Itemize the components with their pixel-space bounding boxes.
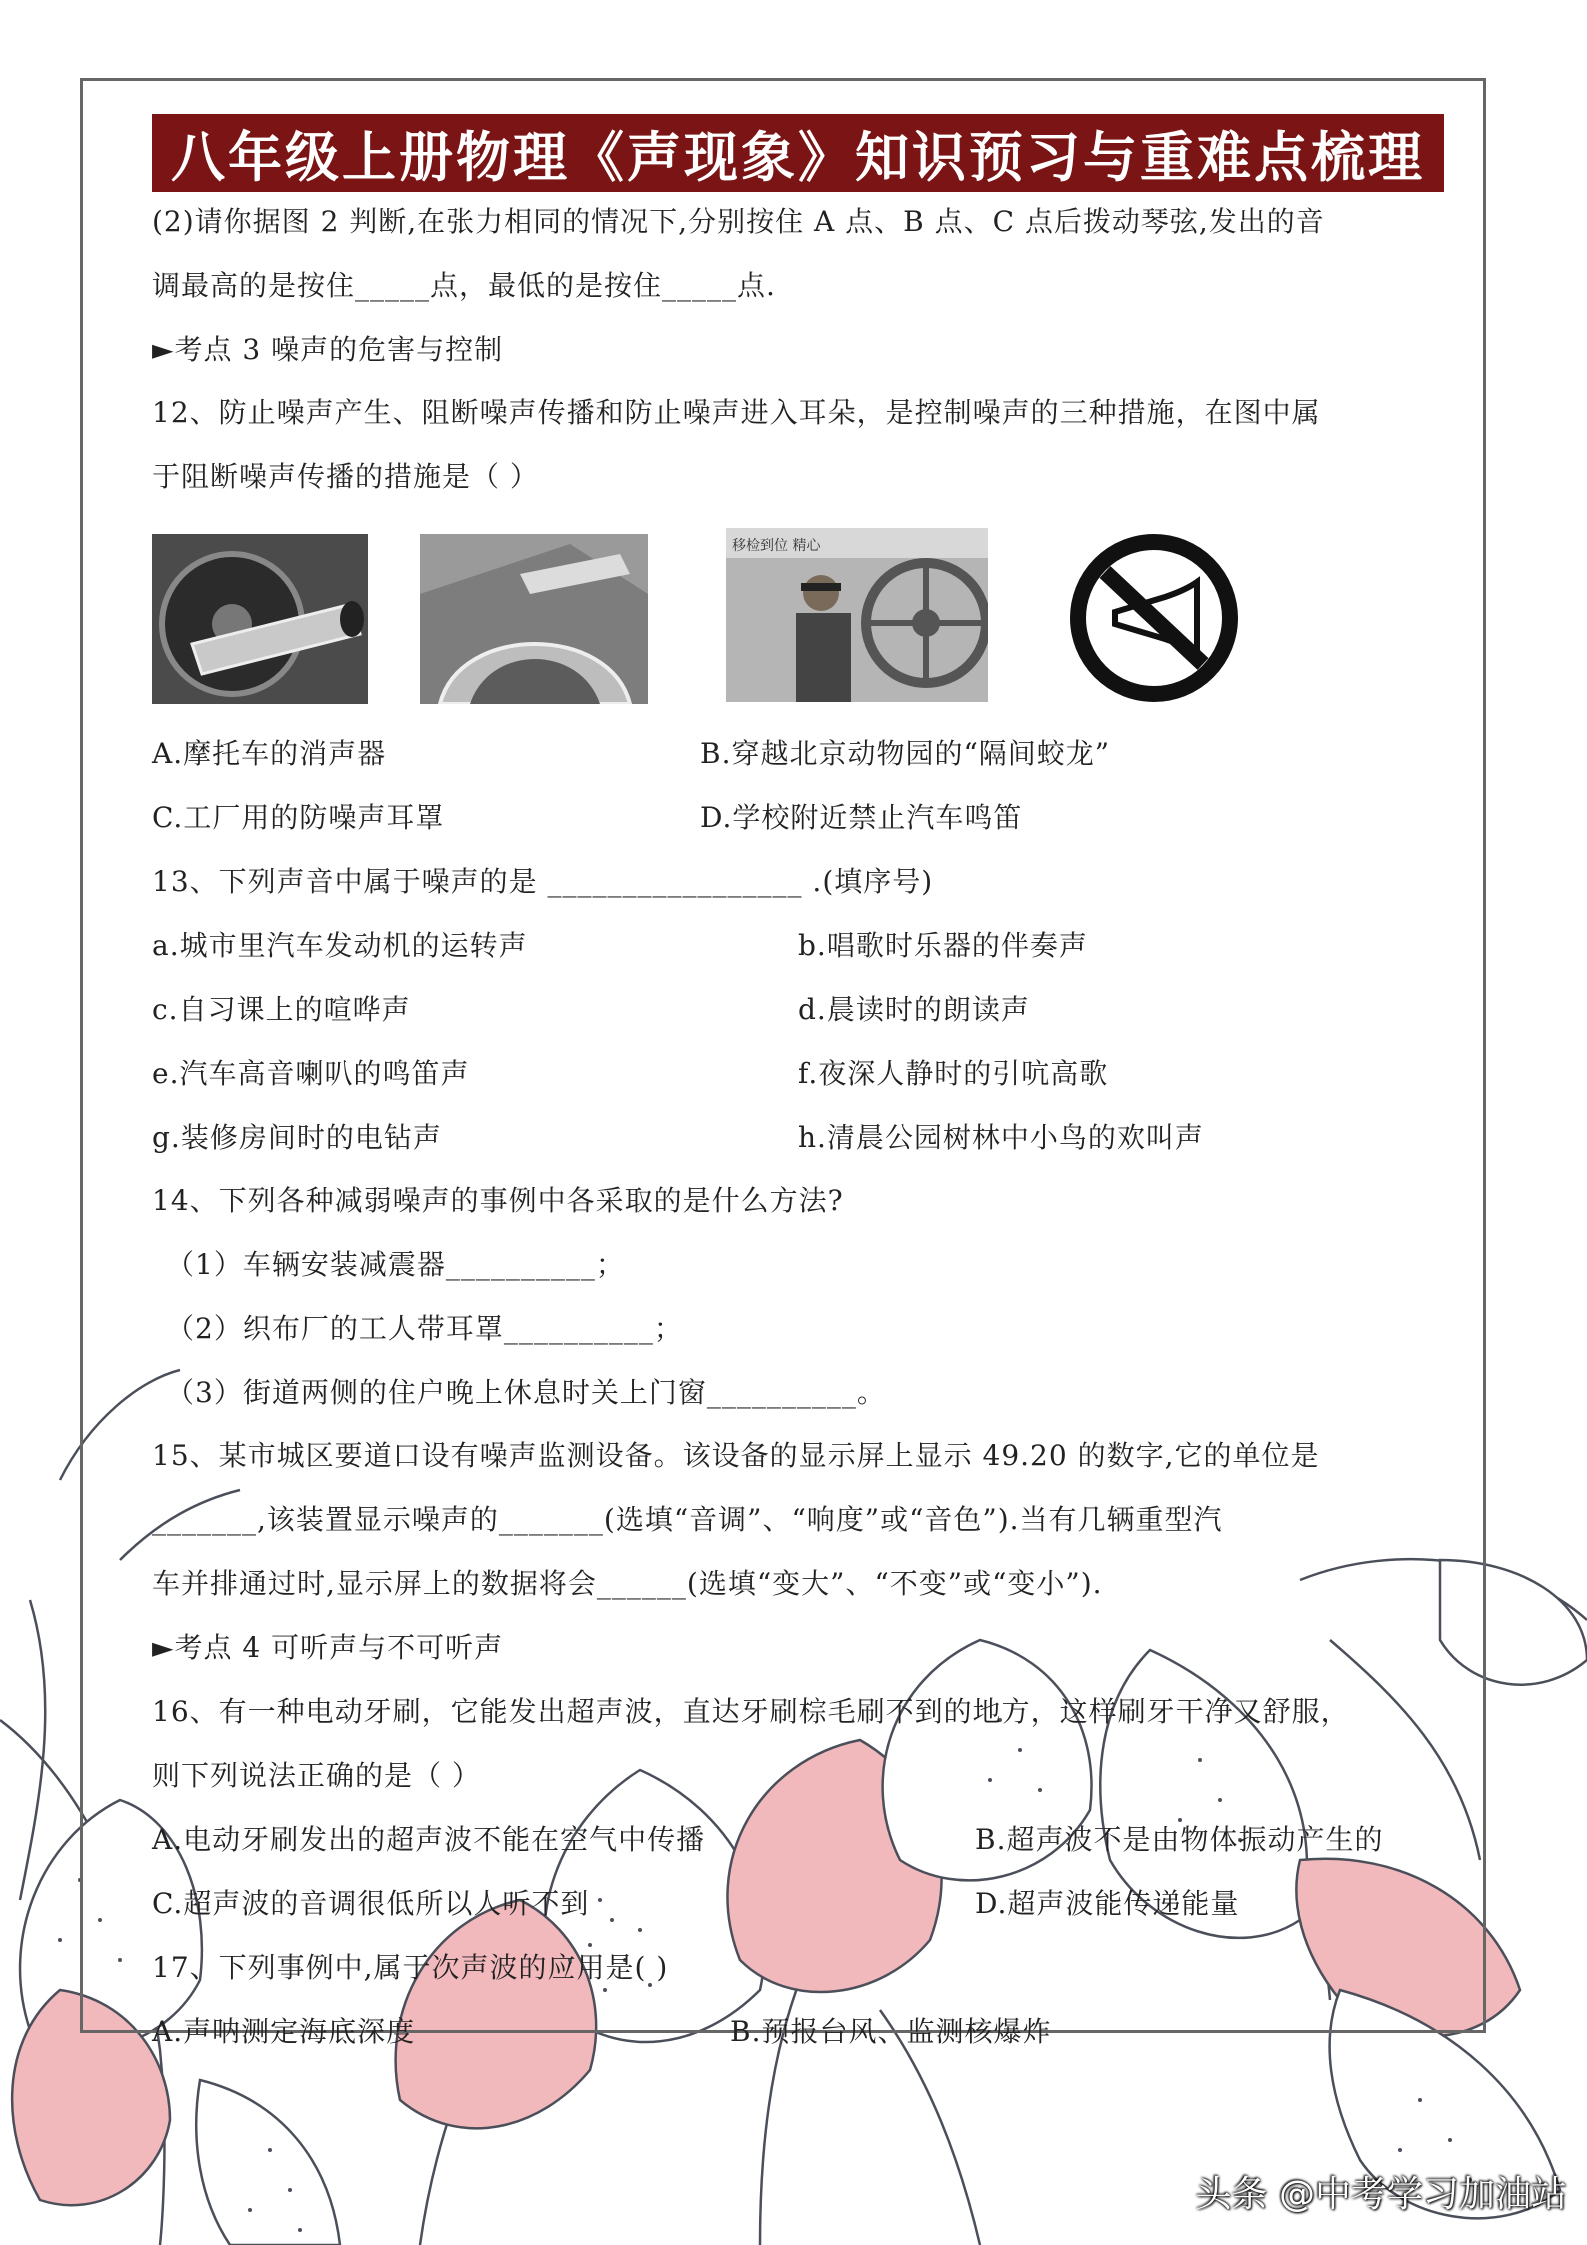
question-line: 17、下列事例中,属于次声波的应用是( ) (152, 1951, 669, 1984)
option-item: c.自习课上的喧哗声 (152, 993, 411, 1026)
noise-barrier-tunnel-image (420, 534, 648, 704)
motorcycle-muffler-image (152, 534, 368, 704)
question-line: 15、某市城区要道口设有噪声监测设备。该设备的显示屏上显示 49.20 的数字,它的单位是 (152, 1439, 1320, 1472)
option-item: h.清晨公园树林中小鸟的欢叫声 (798, 1121, 1204, 1154)
question-line: 16、有一种电动牙刷，它能发出超声波，直达牙刷棕毛刷不到的地方，这样刷牙干净又舒服， (152, 1695, 1350, 1728)
sub-question: （3）街道两侧的住户晚上休息时关上门窗__________。 (166, 1376, 886, 1409)
question-line: 14、下列各种减弱噪声的事例中各采取的是什么方法? (152, 1184, 844, 1217)
option-item: e.汽车高音喇叭的鸣笛声 (152, 1057, 470, 1090)
option-a: A.电动牙刷发出的超声波不能在空气中传播 (152, 1823, 706, 1856)
option-b: B.穿越北京动物园的“隔间蛟龙” (700, 737, 1111, 770)
option-a: A.声呐测定海底深度 (152, 2015, 416, 2048)
option-b: B.预报台风、监测核爆炸 (730, 2015, 1052, 2048)
watermark: 头条 @中考学习加油站 (1195, 2174, 1567, 2215)
sign-text: 移检到位 精心 (732, 538, 821, 554)
question-line: 12、防止噪声产生、阻断噪声传播和防止噪声进入耳朵，是控制噪声的三种措施，在图中属 (152, 396, 1321, 429)
question-line: 于阻断噪声传播的措施是（ ） (152, 460, 539, 493)
option-c: C.超声波的音调很低所以人听不到 (152, 1887, 590, 1920)
title-banner (152, 114, 1444, 192)
question-line: 13、下列声音中属于噪声的是 _________________ .(填序号) (152, 865, 934, 898)
question-line: _______,该装置显示噪声的_______(选填“音调”、“响度”或“音色”).当有几辆重型汽 (152, 1503, 1223, 1536)
option-item: a.城市里汽车发动机的运转声 (152, 929, 528, 962)
no-horn-sign (1065, 532, 1243, 704)
option-item: g.装修房间时的电钻声 (152, 1121, 442, 1154)
question-line: (2)请你据图 2 判断,在张力相同的情况下,分别按住 A 点、B 点、C 点后拨动琴弦,发出的音 (152, 205, 1325, 238)
option-c: C.工厂用的防噪声耳罩 (152, 801, 445, 834)
option-d: D.学校附近禁止汽车鸣笛 (700, 801, 1023, 834)
question-line: 调最高的是按住_____点，最低的是按住_____点. (152, 269, 776, 302)
section-heading: ►考点 4 可听声与不可听声 (152, 1631, 504, 1664)
question-line: 车并排通过时,显示屏上的数据将会______(选填“变大”、“不变”或“变小”). (152, 1567, 1103, 1600)
page-title: 八年级上册物理《声现象》知识预习与重难点梳理 (171, 125, 1425, 189)
factory-worker-image (726, 528, 988, 702)
option-d: D.超声波能传递能量 (975, 1887, 1240, 1920)
option-item: f.夜深人静时的引吭高歌 (798, 1057, 1109, 1090)
sub-question: （1）车辆安装减震器__________； (166, 1248, 625, 1281)
sub-question: （2）织布厂的工人带耳罩__________； (166, 1312, 683, 1345)
option-b: B.超声波不是由物体振动产生的 (975, 1823, 1384, 1856)
section-heading: ►考点 3 噪声的危害与控制 (152, 333, 504, 366)
option-item: d.晨读时的朗读声 (798, 993, 1030, 1026)
option-a: A.摩托车的消声器 (152, 737, 387, 770)
option-item: b.唱歌时乐器的伴奏声 (798, 929, 1088, 962)
question-line: 则下列说法正确的是（ ） (152, 1759, 481, 1792)
